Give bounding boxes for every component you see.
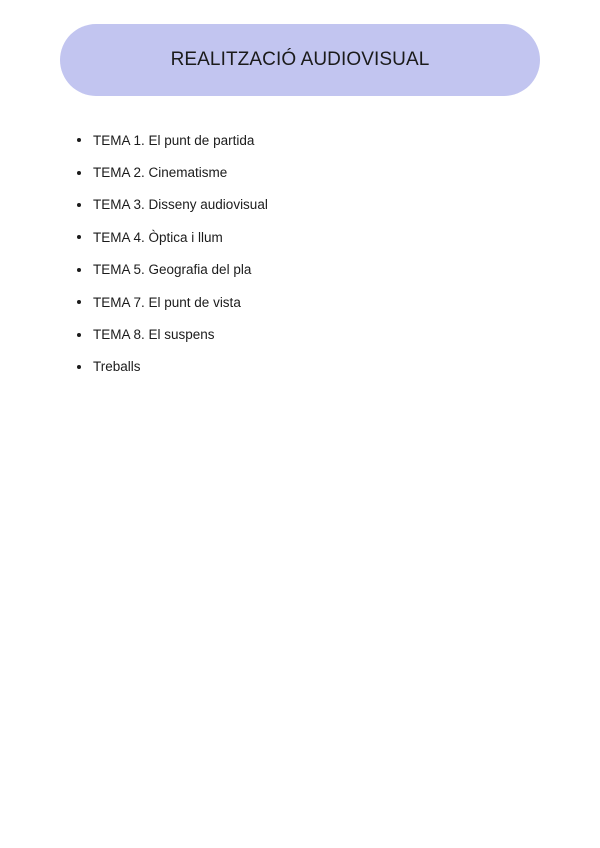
bullet-icon [77,171,81,175]
topic-link-tema-4[interactable] [74,221,268,253]
topic-label: TEMA 5. Geografia del pla [93,262,252,278]
topic-link-treballs[interactable] [74,351,268,383]
topic-link-tema-5[interactable] [74,254,268,286]
bullet-icon [77,300,81,304]
topic-label: Treballs [93,359,141,375]
bullet-icon [77,333,81,337]
topic-link-tema-8[interactable] [74,318,268,350]
bullet-icon [77,138,81,142]
topic-list [74,124,268,383]
topic-link-tema-7[interactable] [74,286,268,318]
topic-label: TEMA 3. Disseny audiovisual [93,197,268,213]
topic-link-tema-3[interactable] [74,189,268,221]
topic-label: TEMA 1. El punt de partida [93,132,255,148]
topic-label: TEMA 2. Cinematisme [93,165,228,181]
title-banner [60,24,540,96]
topic-label: TEMA 8. El suspens [93,327,215,343]
topic-label: TEMA 4. Òptica i llum [93,229,223,245]
bullet-icon [77,268,81,272]
bullet-icon [77,203,81,207]
topic-link-tema-2[interactable] [74,156,268,188]
page-title: REALITZACIÓ AUDIOVISUAL [170,49,430,70]
topic-link-tema-1[interactable] [74,124,268,156]
topic-label: TEMA 7. El punt de vista [93,294,241,310]
bullet-icon [77,235,81,239]
bullet-icon [77,365,81,369]
